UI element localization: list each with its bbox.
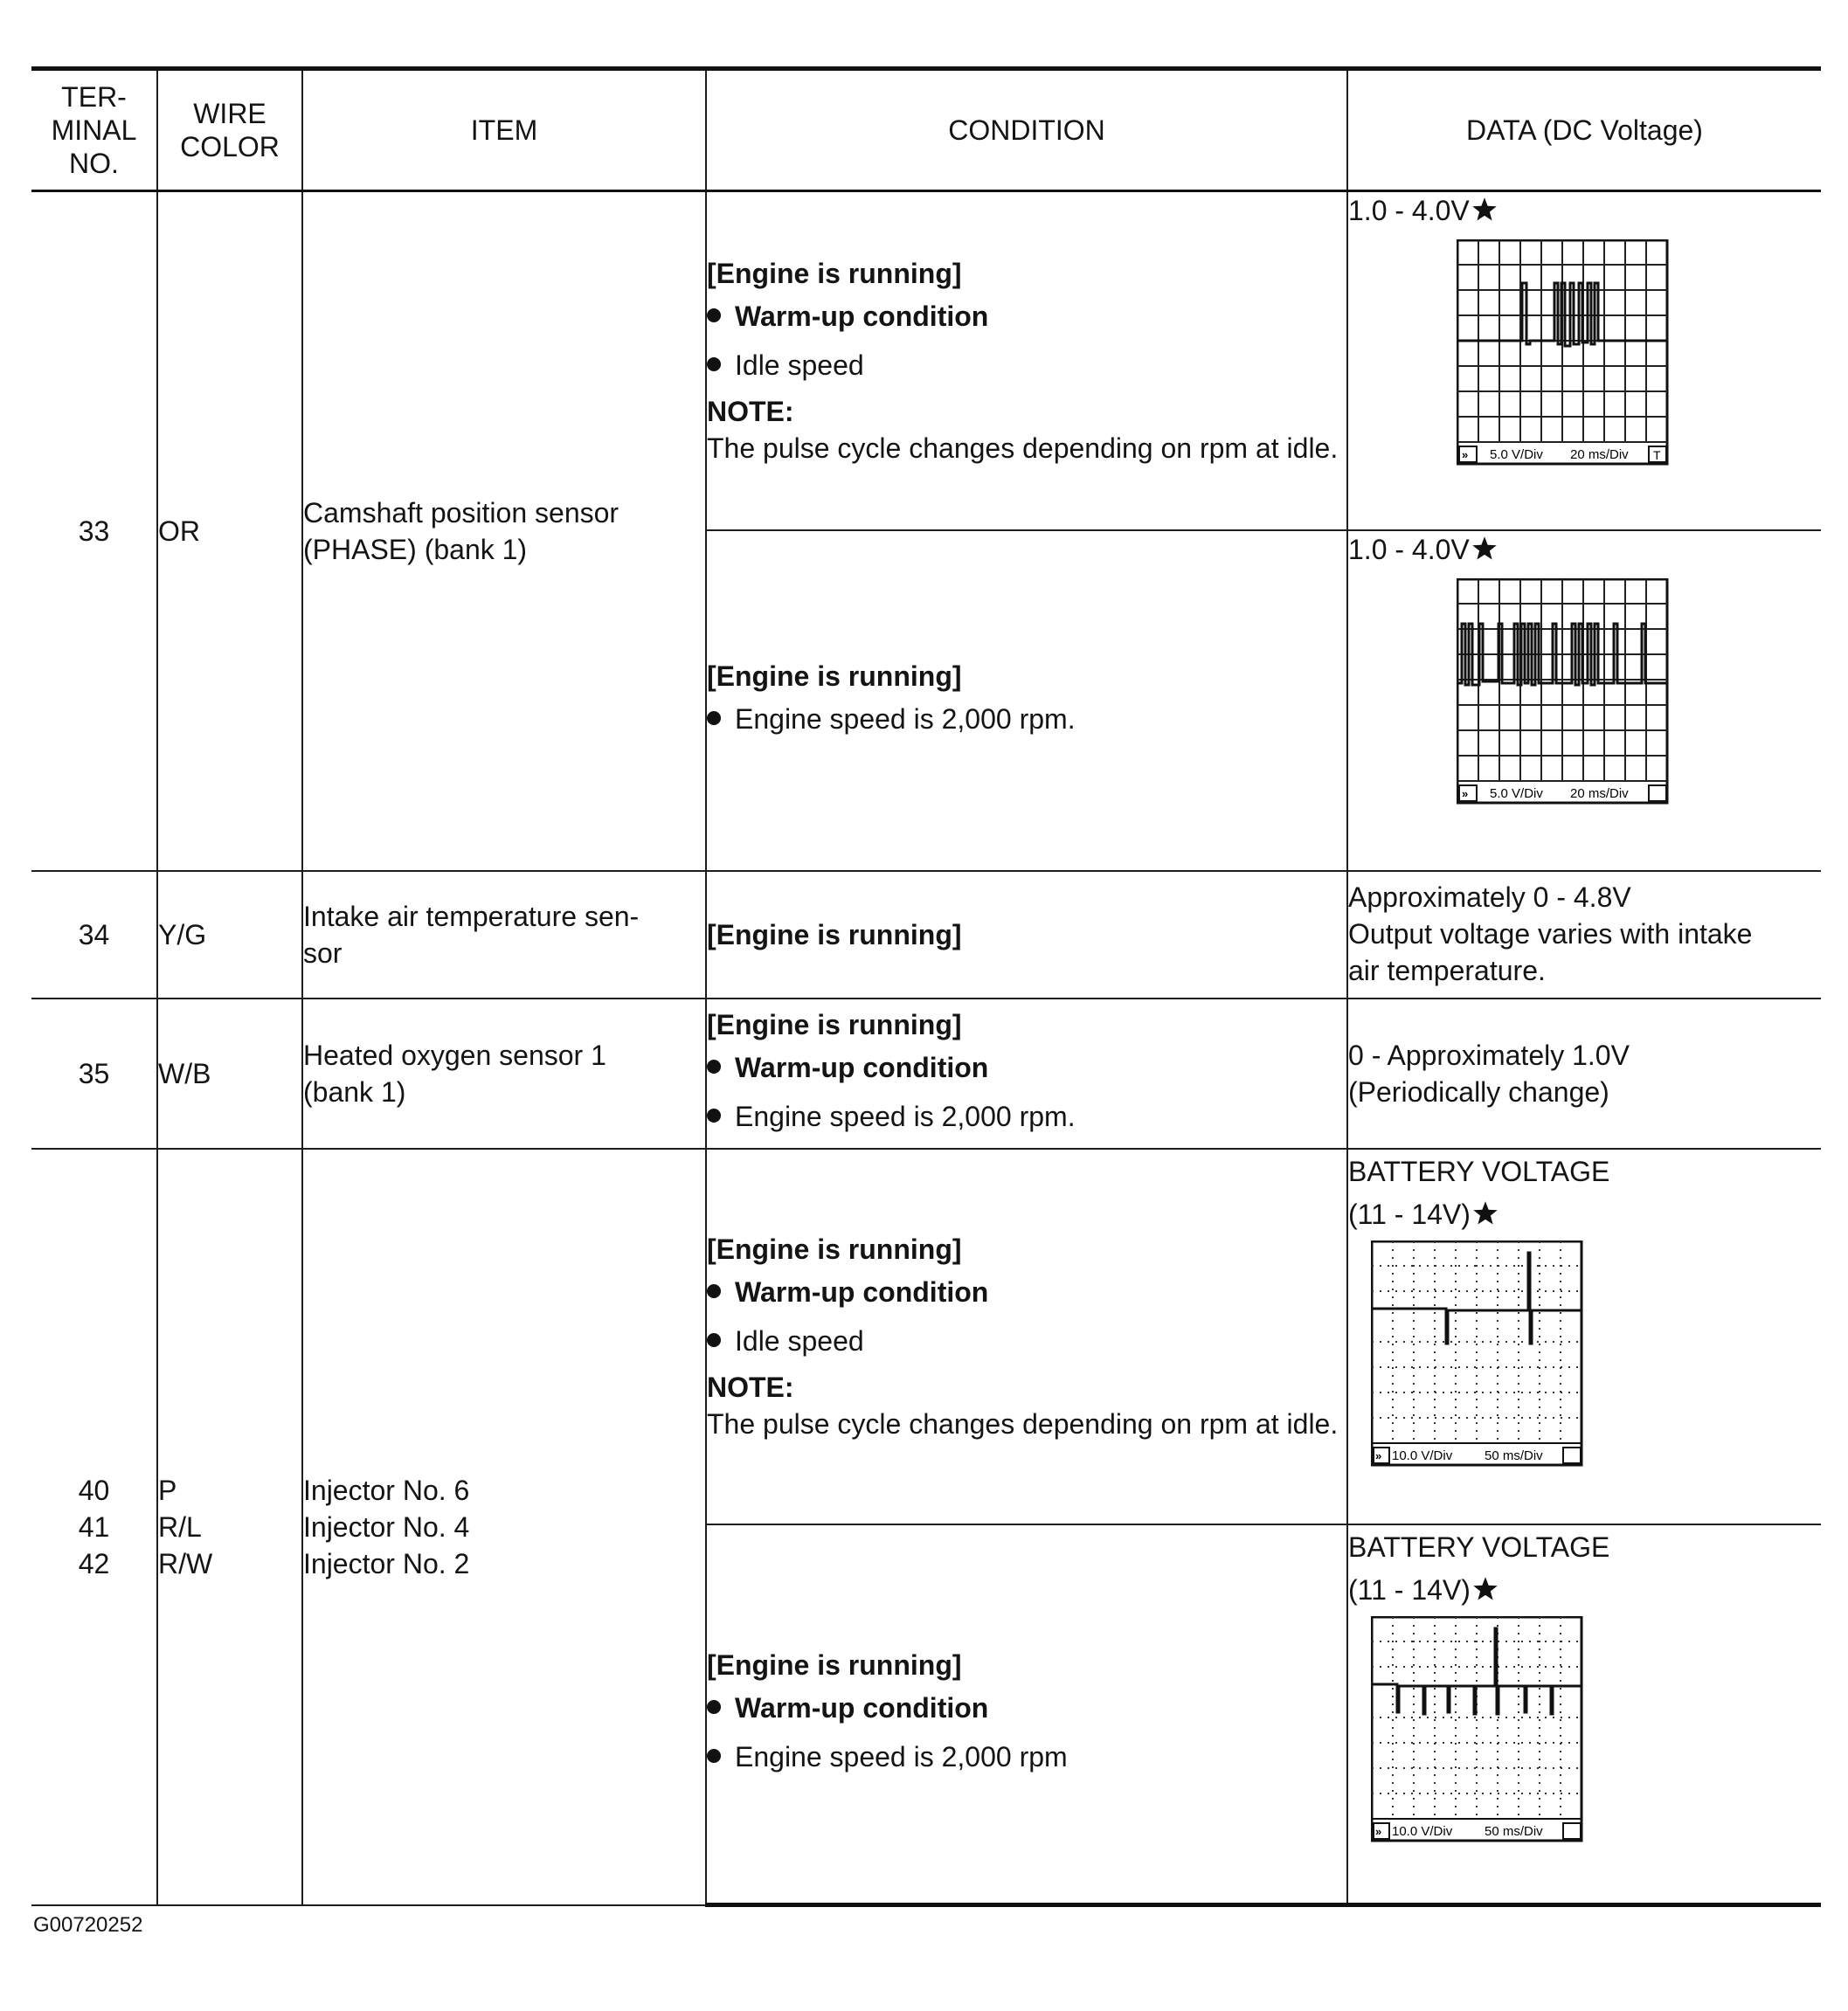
- condition-bullet: Warm-up condition: [707, 1683, 1346, 1732]
- data-cell: BATTERY VOLTAGE (11 - 14V) » 10.0 V/Div 50 ms/Div: [1347, 1524, 1821, 1905]
- scope-grid: [1457, 578, 1670, 805]
- condition-heading: [Engine is running]: [707, 918, 962, 950]
- note-title: NOTE:: [707, 395, 794, 427]
- svg-text:»: »: [1462, 448, 1469, 461]
- header-condition: CONDITION: [706, 69, 1347, 191]
- svg-text:»: »: [1462, 786, 1469, 800]
- star-icon: [1471, 197, 1498, 223]
- item-text: Heated oxygen sensor 1 (bank 1): [302, 999, 706, 1149]
- condition-heading: [Engine is running]: [707, 257, 962, 289]
- header-item: ITEM: [302, 69, 706, 191]
- table-row-34: [31, 871, 1821, 999]
- condition-cell: [706, 530, 1347, 871]
- data-cell: BATTERY VOLTAGE (11 - 14V) » 10.0 V/Div 50 ms/Div: [1347, 1149, 1821, 1524]
- terminal-no: 34: [31, 871, 157, 999]
- bullet-dot-icon: [707, 1284, 721, 1298]
- condition-bullet: Engine speed is 2,000 rpm: [707, 1732, 1346, 1781]
- bullet-dot-icon: [707, 711, 721, 725]
- bullet-dot-icon: [707, 1700, 721, 1714]
- scope-grid: [1371, 1616, 1584, 1843]
- condition-cell: [706, 191, 1347, 530]
- condition-heading: [Engine is running]: [707, 1233, 962, 1265]
- star-icon: [1472, 1576, 1498, 1602]
- oscilloscope-waveform: [1457, 239, 1821, 466]
- condition-bullet: Engine speed is 2,000 rpm.: [707, 1092, 1346, 1141]
- wire-color: OR: [157, 191, 302, 871]
- condition-cell: [706, 999, 1347, 1149]
- note-title: NOTE:: [707, 1371, 794, 1403]
- bullet-dot-icon: [707, 308, 721, 322]
- svg-text:50 ms/Div: 50 ms/Div: [1485, 1448, 1543, 1463]
- bullet-dot-icon: [707, 1109, 721, 1123]
- header-data: DATA (DC Voltage): [1347, 69, 1821, 191]
- condition-bullet: Warm-up condition: [707, 1043, 1346, 1092]
- data-value: (11 - 14V): [1348, 1190, 1821, 1239]
- svg-text:»: »: [1375, 1448, 1382, 1462]
- data-value: 1.0 - 4.0V: [1348, 531, 1821, 568]
- wire-color: Y/G: [157, 871, 302, 999]
- condition-heading: [Engine is running]: [707, 660, 962, 692]
- condition-bullet: Warm-up condition: [707, 1268, 1346, 1316]
- scope-grid: [1371, 1240, 1584, 1468]
- terminal-spec-table: [31, 66, 1821, 1907]
- svg-text:»: »: [1375, 1824, 1382, 1838]
- terminal-no: 40 41 42: [31, 1149, 157, 1905]
- scope-grid: [1457, 239, 1670, 466]
- note-body: The pulse cycle changes depending on rpm at idle.: [707, 432, 1339, 464]
- condition-bullet: Idle speed: [707, 1316, 1346, 1365]
- star-icon: [1471, 536, 1498, 562]
- wire-color: W/B: [157, 999, 302, 1149]
- svg-text:T: T: [1653, 448, 1661, 462]
- svg-text:5.0 V/Div: 5.0 V/Div: [1490, 785, 1543, 801]
- data-cell: Approximately 0 - 4.8V Output voltage varies with intake air temperature.: [1347, 871, 1821, 999]
- header-terminal-no: TER- MINAL NO.: [31, 69, 157, 191]
- data-cell: [1347, 191, 1821, 530]
- oscilloscope-waveform: [1371, 1616, 1821, 1843]
- condition-bullet: Idle speed: [707, 341, 1346, 390]
- item-text: Camshaft position sensor (PHASE) (bank 1): [302, 191, 706, 871]
- oscilloscope-waveform: [1371, 1240, 1821, 1468]
- oscilloscope-waveform: [1457, 578, 1821, 805]
- terminal-no: 33: [31, 191, 157, 871]
- svg-text:5.0 V/Div: 5.0 V/Div: [1490, 447, 1543, 462]
- condition-cell: [706, 1524, 1347, 1905]
- condition-bullet: Engine speed is 2,000 rpm.: [707, 695, 1346, 743]
- table-row-40-42a: [31, 1149, 1821, 1524]
- table-header-row: [31, 69, 1821, 191]
- svg-text:20 ms/Div: 20 ms/Div: [1570, 447, 1629, 462]
- item-text: Intake air temperature sen- sor: [302, 871, 706, 999]
- item-text: Injector No. 6 Injector No. 4 Injector No. 2: [302, 1149, 706, 1905]
- condition-heading: [Engine is running]: [707, 1008, 962, 1040]
- condition-bullet: Warm-up condition: [707, 292, 1346, 341]
- data-cell: 0 - Approximately 1.0V (Periodically change): [1347, 999, 1821, 1149]
- svg-text:10.0 V/Div: 10.0 V/Div: [1392, 1448, 1453, 1463]
- condition-heading: [Engine is running]: [707, 1648, 962, 1681]
- data-cell: [1347, 530, 1821, 871]
- star-icon: [1472, 1200, 1498, 1227]
- condition-cell: [706, 1149, 1347, 1524]
- wire-color: P R/L R/W: [157, 1149, 302, 1905]
- note-body: The pulse cycle changes depending on rpm at idle.: [707, 1407, 1339, 1440]
- table-row-33a: [31, 191, 1821, 530]
- bullet-dot-icon: [707, 1060, 721, 1074]
- bullet-dot-icon: [707, 1749, 721, 1763]
- svg-text:20 ms/Div: 20 ms/Div: [1570, 785, 1629, 801]
- bullet-dot-icon: [707, 1333, 721, 1347]
- svg-text:10.0 V/Div: 10.0 V/Div: [1392, 1823, 1453, 1839]
- data-value: 1.0 - 4.0V: [1348, 192, 1821, 229]
- figure-code: G00720252: [33, 1913, 143, 1937]
- bullet-dot-icon: [707, 357, 721, 371]
- table-row-35: [31, 999, 1821, 1149]
- data-value: (11 - 14V): [1348, 1565, 1821, 1614]
- condition-cell: [706, 871, 1347, 999]
- svg-text:50 ms/Div: 50 ms/Div: [1485, 1823, 1543, 1839]
- header-wire-color: WIRE COLOR: [157, 69, 302, 191]
- terminal-no: 35: [31, 999, 157, 1149]
